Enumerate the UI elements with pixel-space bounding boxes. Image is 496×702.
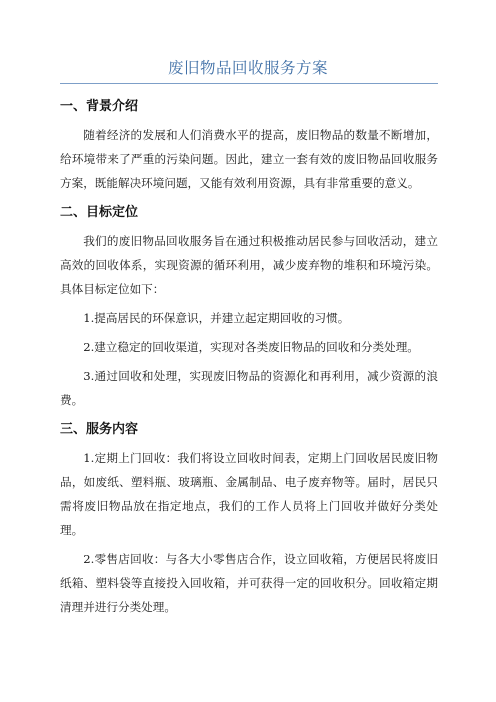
list-item: 3.通过回收和处理，实现废旧物品的资源化和再利用，减少资源的浪费。 — [60, 369, 438, 407]
document-body — [60, 90, 438, 619]
section-goals — [60, 204, 438, 412]
paragraph: 2.零售店回收：与各大小零售店合作，设立回收箱，方便居民将废旧纸箱、塑料袋等直接投入回收箱，并可获得一定的回收积分。回收箱定期清理并进行分类处理。 — [60, 552, 438, 614]
section-services — [60, 421, 438, 619]
section-background — [60, 98, 438, 195]
section-heading: 三、服务内容 — [60, 422, 139, 437]
paragraph: 随着经济的发展和人们消费水平的提高，废旧物品的数量不断增加，给环境带来了严重的污染问题。因此，建立一套有效的废旧物品回收服务方案，既能解决环境问题，又能有效利用资源，具有非常重要的意义。 — [60, 128, 438, 190]
document-title: 废旧物品回收服务方案 — [167, 59, 328, 77]
section-heading: 一、背景介绍 — [60, 99, 139, 114]
title-underline — [60, 83, 438, 84]
list-item: 2.建立稳定的回收渠道，实现对各类废旧物品的回收和分类处理。 — [83, 340, 419, 354]
list-item: 1.提高居民的环保意识，并建立起定期回收的习惯。 — [83, 311, 350, 325]
paragraph: 1.定期上门回收：我们将设立回收时间表，定期上门回收居民废旧物品，如废纸、塑料瓶、玻璃瓶、金属制品、电子废弃物等。届时，居民只需将废旧物品放在指定地点，我们的工作人员将上门回收并做好分类处理。 — [60, 451, 438, 537]
section-heading: 二、目标定位 — [60, 205, 139, 220]
paragraph: 我们的废旧物品回收服务旨在通过积极推动居民参与回收活动，建立高效的回收体系，实现资源的循环利用，减少废弃物的堆积和环境污染。具体目标定位如下： — [60, 234, 438, 296]
